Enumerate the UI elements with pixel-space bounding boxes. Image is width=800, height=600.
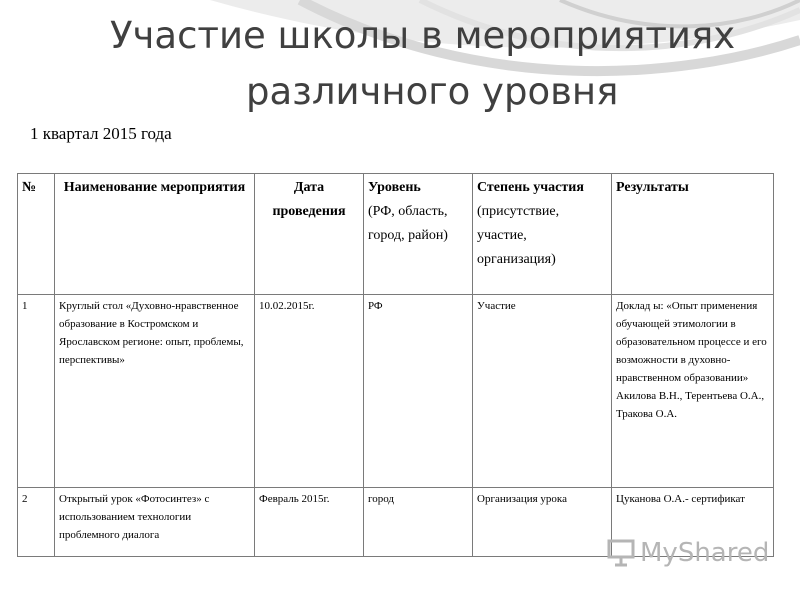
header-level: [364, 174, 473, 295]
watermark-text: MyShared: [640, 538, 770, 568]
cell-name: Круглый стол «Духовно-нравственное образование в Костромском и Ярославском регионе: опыт, проблемы, перспективы»: [55, 295, 255, 488]
cell-num: 2: [18, 488, 55, 557]
cell-results: Доклад ы: «Опыт применения обучающей этимологии в образовательном процессе и его возможности в духовно-нравственном образовании» Акилова В.Н., Терентьева О.А., Тракова О.А.: [612, 295, 774, 488]
cell-level: РФ: [364, 295, 473, 488]
cell-level: город: [364, 488, 473, 557]
cell-results: Цуканова О.А.- сертификат: [612, 488, 774, 557]
header-level-detail: (РФ, область, город, район): [368, 204, 448, 243]
cell-date: Февраль 2015г.: [255, 488, 364, 557]
subtitle: 1 квартал 2015 года: [30, 124, 172, 143]
header-degree: [473, 174, 612, 295]
header-date: Дата проведения: [255, 174, 364, 295]
title-line-2: различного уровня: [246, 70, 619, 113]
cell-degree: Участие: [473, 295, 612, 488]
table-header-row: [18, 174, 774, 295]
cell-degree: Организация урока: [473, 488, 612, 557]
title-line-1: Участие школы в мероприятиях: [110, 14, 736, 57]
header-num: №: [18, 174, 55, 295]
presentation-board-icon: [606, 538, 636, 568]
header-results: Результаты: [612, 174, 774, 295]
header-level-title: Уровень: [368, 180, 421, 195]
events-table: [17, 173, 774, 557]
header-degree-title: Степень участия: [477, 180, 584, 195]
header-degree-detail: (присутствие, участие, организация): [477, 204, 560, 267]
cell-num: 1: [18, 295, 55, 488]
table-row: [18, 295, 774, 488]
watermark: [606, 538, 769, 568]
page-title: [0, 8, 800, 120]
cell-name: Открытый урок «Фотосинтез» с использованием технологии проблемного диалога: [55, 488, 255, 557]
cell-date: 10.02.2015г.: [255, 295, 364, 488]
header-name: Наименование мероприятия: [55, 174, 255, 295]
